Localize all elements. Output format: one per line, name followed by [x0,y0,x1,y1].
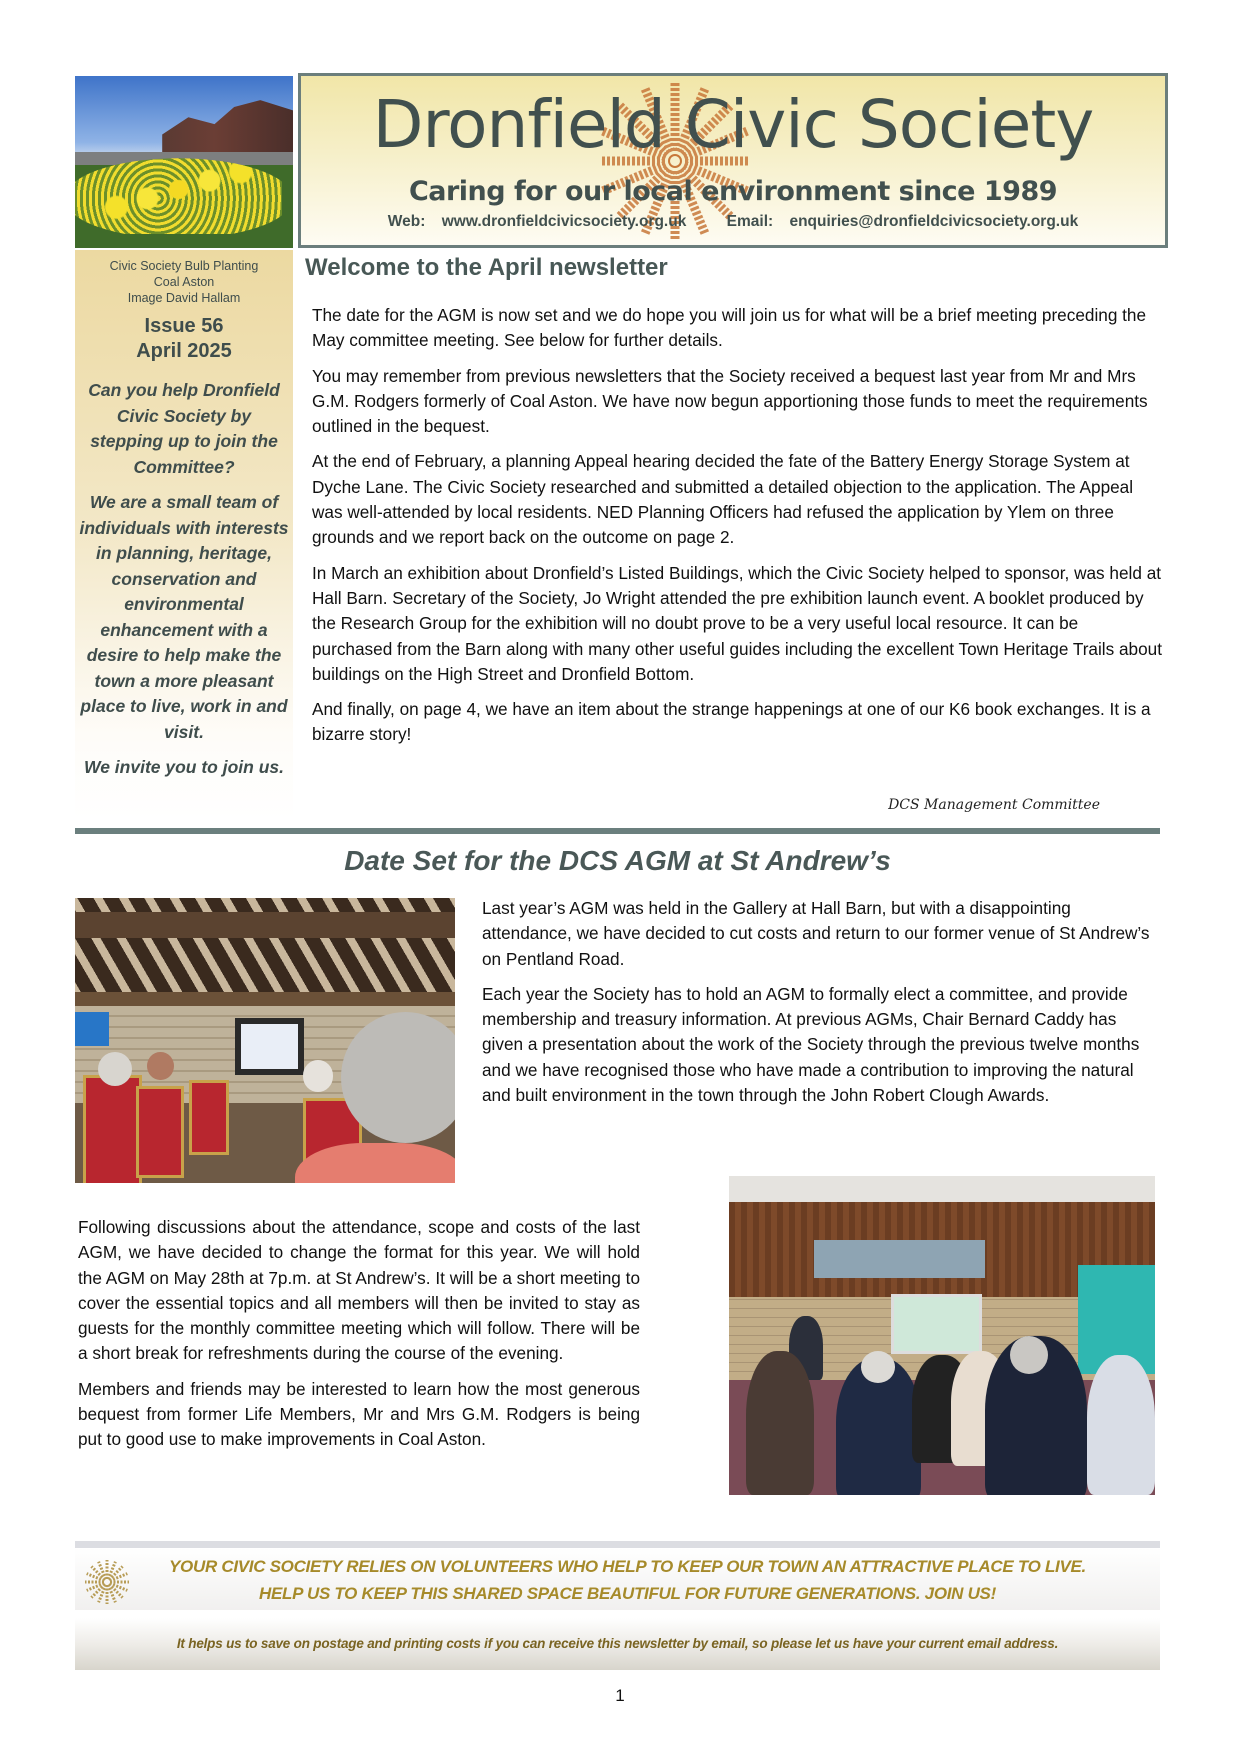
signature: DCS Management Committee [888,797,1100,813]
issue-number: Issue 56 [144,315,224,337]
welcome-paragraph: In March an exhibition about Dronfield’s Listed Buildings, which the Civic Society helped to sponsor, was held at Hall Barn. Secretary of the Society, Jo Wright attended the pre exhibition launch event. A booklet produced by the Research Group for the exhibition will no doubt prove to be a very useful local resource. It can be purchased from the Barn along with many other useful guides including the excellent Town Heritage Trails about buildings on the High Street and Dronfield Bottom. [312,562,1162,684]
caption-line: Coal Aston [153,275,215,289]
agm-paragraph: Each year the Society has to hold an AGM to formally elect a committee, and provide membership and treasury information. At previous AGMs, Chair Bernard Caddy has given a presentation about the work of the Society through the previous twelve months and we have recognised those who have made a contribution to improving the natural and built environment in the town through the John Robert Clough Awards. [482,983,1140,1106]
web-label: Web: [387,213,426,230]
caption-line: Civic Society Bulb Planting [109,259,259,273]
appeal-invite: We invite you to join us. [84,757,284,777]
agm-column-left [78,1215,640,1463]
welcome-paragraph: At the end of February, a planning Appeal hearing decided the fate of the Battery Energy Storage System at Dyche Lane. The Civic Society researched and submitted a detailed objection to the application. The Appeal was well-attended by local residents. NED Planning Officers had refused the application by Ylem on three grounds and we report back on the outcome on page 2. [312,451,1134,548]
welcome-heading: Welcome to the April newsletter [305,254,668,281]
appeal-question: Can you help Dronfield Civic Society by stepping up to join the Committee? [88,380,280,477]
volunteers-line-1: YOUR CIVIC SOCIETY RELIES ON VOLUNTEERS WHO HELP TO KEEP OUR TOWN AN ATTRACTIVE PLACE TO LIVE. [169,1557,1086,1576]
email-request-text: It helps us to save on postage and printing costs if you can receive this newsletter by email, so please let us have your current email address. [176,1636,1059,1651]
daffodil-photo [75,76,293,248]
agm-paragraph: Last year’s AGM was held in the Gallery at Hall Barn, but with a disappointing attendance, we have decided to cut costs and return to our former venue of St Andrew’s on Pentland Road. [482,898,1150,969]
issue-info [75,314,293,364]
volunteers-line-2: HELP US TO KEEP THIS SHARED SPACE BEAUTIFUL FOR FUTURE GENERATIONS. JOIN US! [259,1584,996,1603]
section-divider [75,828,1160,834]
agm-paragraph: Following discussions about the attendance, scope and costs of the last AGM, we have decided to change the format for this year. We will hold the AGM on May 28th at 7p.m. at St Andrew’s. It will be a short meeting to cover the essential topics and all members will then be invited to stay as guests for the monthly committee meeting which will follow. There will be a short break for refreshments during the course of the evening. [78,1217,640,1364]
email-label: Email: [726,213,774,230]
welcome-paragraph: And finally, on page 4, we have an item about the strange happenings at one of our K6 book exchanges. It is a bizarre story! [312,699,1151,745]
page-number: 1 [615,1686,625,1705]
welcome-paragraph: You may remember from previous newsletters that the Society received a bequest last year from Mr and Mrs G.M. Rodgers formerly of Coal Aston. We have now begun apportioning those funds to meet the requirements outlined in the bequest. [312,365,1148,437]
agm-paragraph: Members and friends may be interested to learn how the most generous bequest from former Life Members, Mr and Mrs G.M. Rodgers is being put to good use to make improvements in Coal Aston. [78,1378,640,1450]
agm-column-right [482,896,1162,1118]
appeal-body: We are a small team of individuals with interests in planning, heritage, conservation and environmental enhancement with a desire to help make the town a more pleasant place to live, work in and visit. [79,492,289,742]
web-link[interactable]: www.dronfieldcivicsociety.org.uk [441,213,687,230]
hall-barn-photo [75,898,455,1183]
welcome-paragraph: The date for the AGM is now set and we do hope you will join us for what will be a brief meeting preceding the May committee meeting. See below for further details. [312,305,1147,351]
issue-date: April 2025 [136,340,232,362]
banner-top-rule [75,1541,1160,1548]
caption-line: Image David Hallam [127,291,241,305]
masthead-title: Dronfield Civic Society [372,86,1094,163]
st-andrews-photo [729,1176,1155,1495]
photo-caption [75,250,293,306]
email-link[interactable]: enquiries@dronfieldcivicsociety.org.uk [789,213,1079,230]
welcome-body [312,303,1162,758]
masthead-tagline: Caring for our local environment since 1989 [408,176,1058,207]
committee-appeal [75,378,293,781]
agm-heading: Date Set for the DCS AGM at St Andrew’s [344,845,891,876]
masthead-contact [298,213,1168,231]
sidebar [75,250,293,820]
